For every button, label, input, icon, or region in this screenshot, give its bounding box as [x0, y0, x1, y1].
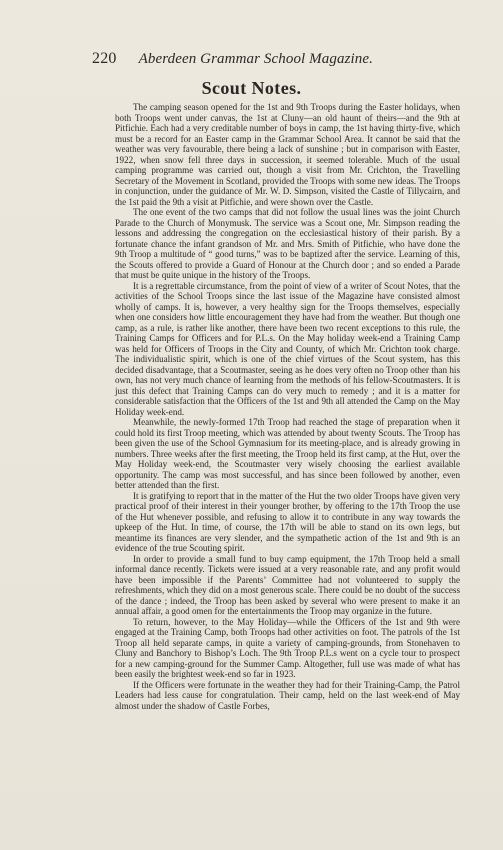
page-number: 220	[92, 50, 117, 67]
running-header	[92, 50, 422, 72]
paragraph-easter-camps: The camping season opened for the 1st and 9th Troops during the Easter holidays, when both Troops went under canvas, the 1st at Cluny—an old haunt of theirs—and the 9th at Pitfichie. Each had a very creditable number of boys in camp, the 1st having thirty-five, which must be a record for an Easter camp in the Grammar School Area. It cannot be said that the weather was very favourable, there being a lack of sunshine ; but in comparison with Easter, 1922, when snow fell three days in succession, it seemed tolerable. Much of the usual camping programme was carried out, though a visit from Mr. Crichton, the Travelling Secretary of the Movement in Scotland, provided the Troops with some new ideas. The Troops in conjunction, under the guidance of Mr. W. D. Simpson, visited the Castle of Tillycairn, and the 1st paid the 9th a visit at Pitfichie, and were shown over the Castle.	[115, 102, 460, 207]
paragraph-training-camps: It is a regrettable circumstance, from the point of view of a writer of Scout Notes, that the activities of the School Troops since the last issue of the Magazine have consisted almost wholly of camps. It is, however, a very healthy sign for the Troops themselves, especially when one considers how little encouragement they have had from the weather. But though one camp, as a rule, is rather like another, there have been two recent exceptions to this rule, the Training Camps for Officers and for P.L.s. On the May holiday week-end a Training Camp was held for Officers of Troops in the City and County, of which Mr. Crichton took charge. The individualistic spirit, which is one of the chief virtues of the Scout system, has this decided disadvantage, that a Scoutmaster, seeing as he does very often no Troop other than his own, has not very much chance of learning from the methods of his fellow-Scoutmasters. It is just this defect that Training Camps can do very much to remedy ; and it is a matter for considerable satisfaction that the Officers of the 1st and 9th all attended the Camp on the May Holiday week-end.	[115, 280, 460, 417]
paragraph-dance: In order to provide a small fund to buy camp equipment, the 17th Troop held a small informal dance recently. Tickets were issued at a very reasonable rate, and any profit would have been impossible if the Parents’ Committee had not volunteered to supply the refreshments, which they did on a most generous scale. There could be no doubt of the success of the dance ; indeed, the Troop has been asked by several who were present to make it an annual affair, a good omen for the entertainments the Troop may organize in the future.	[115, 553, 460, 616]
article-title: Scout Notes.	[201, 78, 302, 98]
paragraph-hut: It is gratifying to report that in the matter of the Hut the two older Troops have given very practical proof of their interest in their younger brother, by offering to the 17th Troop the use of the Hut whenever possible, and refusing to allow it to contribute in any way towards the upkeep of the Hut. In time, of course, the 17th will be able to stand on its own legs, but meantime its finances are very slender, and the sympathetic action of the 1st and 9th is an evidence of the true Scouting spirit.	[115, 490, 460, 553]
paragraph-patrol-leaders: If the Officers were fortunate in the weather they had for their Training-Camp, the Patrol Leaders had less cause for congratulation. Their camp, held on the last week-end of May almost under the shadow of Castle Forbes,	[115, 679, 460, 711]
journal-title: Aberdeen Grammar School Magazine.	[138, 51, 373, 67]
paragraph-may-holiday: To return, however, to the May Holiday—while the Officers of the 1st and 9th were engaged at the Training Camp, both Troops had other activities on foot. The patrols of the 1st Troop all held separate camps, in quite a variety of camping-grounds, from Stonehaven to Cluny and Banchory to Bishop’s Loch. The 9th Troop P.L.s went on a cycle tour to prospect for a new camping-ground for the Summer Camp. Altogether, full use was made of what has been easily the brightest week-end so far in 1923.	[115, 616, 460, 679]
paragraph-church-parade: The one event of the two camps that did not follow the usual lines was the joint Church Parade to the Church of Monymusk. The service was a Scout one, Mr. Simpson reading the lessons and addressing the congregation on the ecclesiastical history of their parish. By a fortunate chance the infant grandson of Mr. and Mrs. Smith of Pitfichie, who have done the 9th Troop a multitude of “ good turns,” was to be baptized after the service. Learning of this, the Scouts offered to provide a Guard of Honour at the Church door ; and so ended a Parade that must be quite unique in the history of the Troops.	[115, 207, 460, 280]
article-body	[115, 102, 460, 711]
paragraph-17th-troop: Meanwhile, the newly-formed 17th Troop had reached the stage of preparation when it could hold its first Troop meeting, which was attended by about twenty Scouts. The Troop has been given the use of the School Gymnasium for its meeting-place, and is already growing in numbers. Three weeks after the first meeting, the Troop held its first camp, at the Hut, over the May Holiday week-end, the Scoutmaster very wisely choosing the earliest available opportunity. The camp was most successful, and has since been followed by another, even better attended than the first.	[115, 417, 460, 490]
